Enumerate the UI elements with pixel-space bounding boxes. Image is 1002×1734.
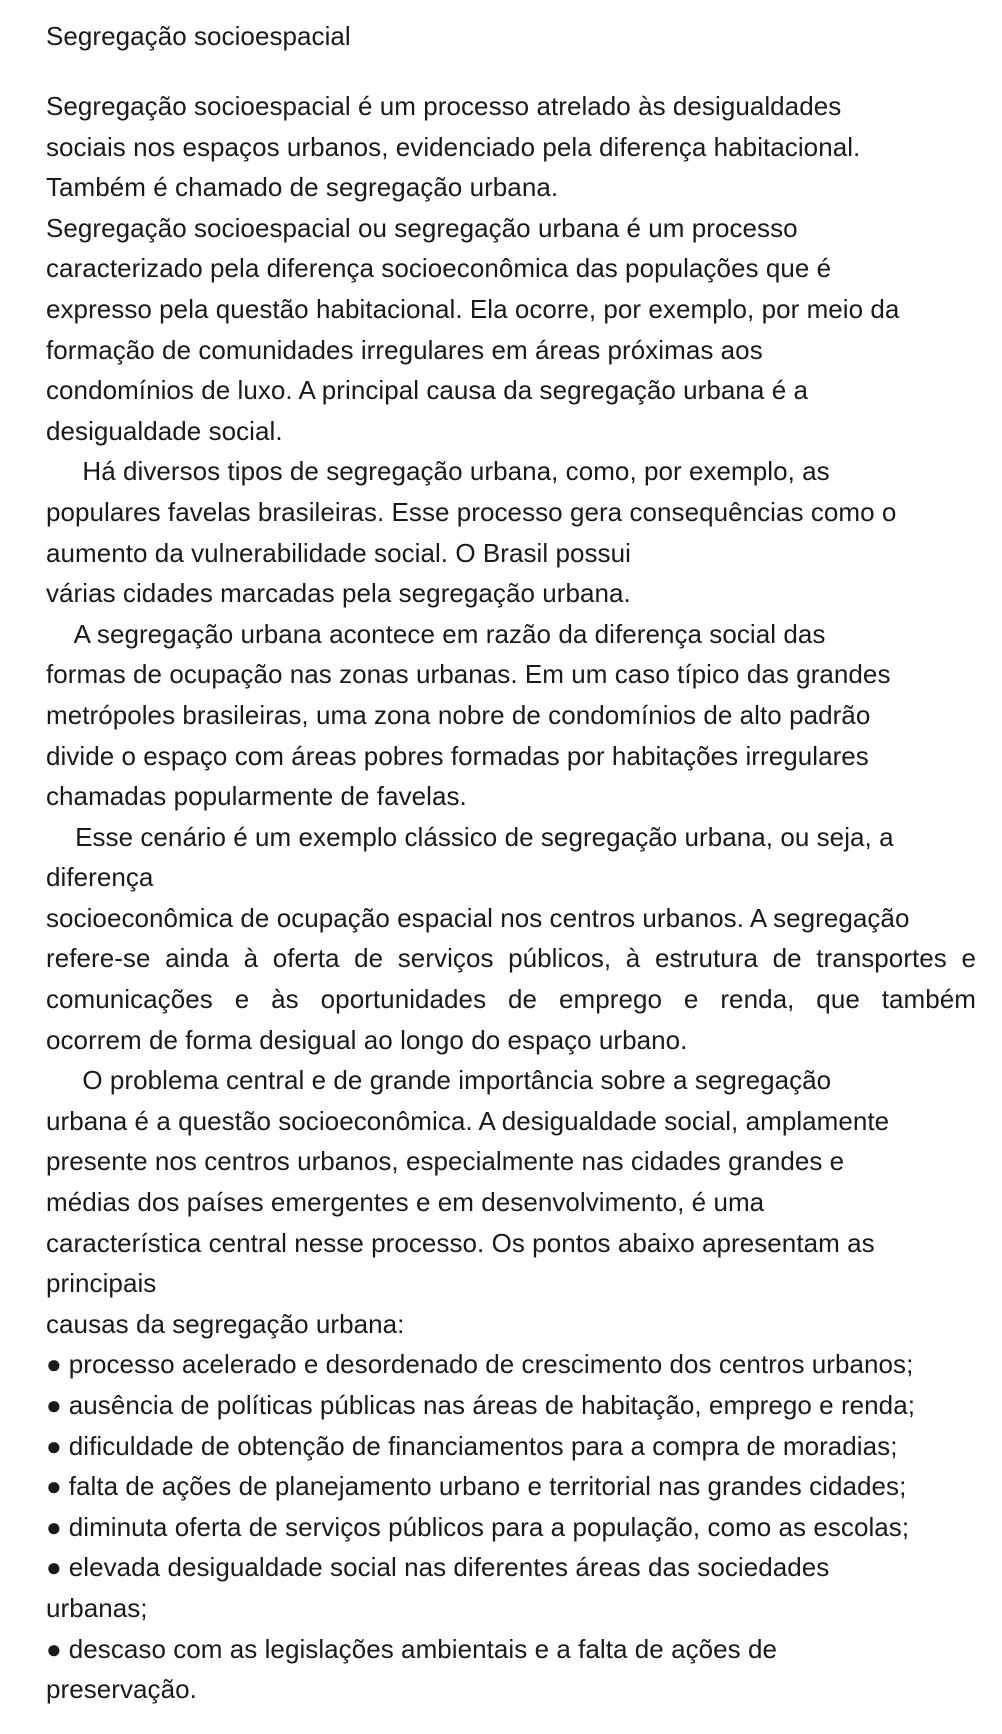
bullet-icon: ● (46, 1552, 62, 1583)
bullet-icon: ● (46, 1633, 62, 1664)
text-line: várias cidades marcadas pela segregação urbana. (46, 578, 631, 609)
document-page (46, 16, 976, 1710)
list-item-text: diminuta oferta de serviços públicos para a população, como as escolas; (68, 1511, 910, 1542)
text-line: divide o espaço com áreas pobres formadas por habitações irregulares (46, 740, 869, 771)
text-line: expresso pela questão habitacional. Ela ocorre, por exemplo, por meio da (46, 293, 900, 324)
causes-list (46, 1344, 976, 1709)
text-line: diferença (46, 862, 154, 893)
list-item (46, 1466, 976, 1507)
text-line: causas da segregação urbana: (46, 1308, 405, 1339)
paragraph-5 (46, 817, 976, 1061)
paragraph-1 (46, 86, 976, 208)
paragraph-4 (46, 614, 976, 817)
list-item (46, 1629, 976, 1710)
paragraph-2 (46, 208, 976, 452)
text-line: aumento da vulnerabilidade social. O Brasil possui (46, 537, 631, 568)
text-line: sociais nos espaços urbanos, evidenciado pela diferença habitacional. (46, 131, 861, 162)
text-line: Esse cenário é um exemplo clássico de segregação urbana, ou seja, a (46, 821, 894, 852)
bullet-icon: ● (46, 1430, 62, 1461)
text-line: Segregação socioespacial é um processo atrelado às desigualdades (46, 91, 842, 121)
list-item-text: processo acelerado e desordenado de crescimento dos centros urbanos; (68, 1349, 914, 1380)
bullet-icon: ● (46, 1390, 62, 1420)
list-item (46, 1507, 976, 1548)
paragraph-6 (46, 1060, 976, 1344)
list-item (46, 1385, 976, 1426)
text-line: médias dos países emergentes e em desenvolvimento, é uma (46, 1187, 765, 1218)
text-line: Há diversos tipos de segregação urbana, como, por exemplo, as (46, 456, 830, 487)
text-line: condomínios de luxo. A principal causa da segregação urbana é a (46, 375, 808, 406)
text-line: Segregação socioespacial ou segregação urbana é um processo (46, 212, 798, 243)
list-item-text-continuation: preservação. (46, 1674, 197, 1705)
text-line: chamadas popularmente de favelas. (46, 781, 467, 812)
list-item-text: elevada desigualdade social nas diferentes áreas das sociedades (68, 1552, 830, 1583)
text-line-justified: comunicações e às oportunidades de emprego e renda, que também (46, 984, 976, 1015)
text-line: formação de comunidades irregulares em áreas próximas aos (46, 334, 763, 365)
text-line: principais (46, 1268, 157, 1299)
text-line: urbana é a questão socioeconômica. A desigualdade social, amplamente (46, 1105, 890, 1136)
list-item-text: descaso com as legislações ambientais e a falta de ações de (68, 1633, 778, 1664)
text-line: Também é chamado de segregação urbana. (46, 172, 559, 203)
list-item (46, 1426, 976, 1467)
list-item (46, 1547, 976, 1628)
text-line: característica central nesse processo. Os pontos abaixo apresentam as (46, 1227, 875, 1258)
text-line: populares favelas brasileiras. Esse processo gera consequências como o (46, 496, 897, 527)
list-item-text: falta de ações de planejamento urbano e territorial nas grandes cidades; (68, 1471, 907, 1502)
list-item (46, 1344, 976, 1385)
text-line: metrópoles brasileiras, uma zona nobre de condomínios de alto padrão (46, 699, 871, 730)
text-line-justified: refere-se ainda à oferta de serviços públicos, à estrutura de transportes e (46, 943, 976, 974)
bullet-icon: ● (46, 1511, 62, 1542)
paragraph-3 (46, 451, 976, 613)
text-line: O problema central e de grande importância sobre a segregação (46, 1065, 832, 1096)
text-line: presente nos centros urbanos, especialmente nas cidades grandes e (46, 1146, 845, 1177)
text-line: caracterizado pela diferença socioeconômica das populações que é (46, 253, 832, 284)
list-item-text-continuation: urbanas; (46, 1592, 148, 1623)
list-item-text: dificuldade de obtenção de financiamentos para a compra de moradias; (68, 1430, 898, 1461)
document-title: Segregação socioespacial (46, 21, 351, 51)
list-item-text: ausência de políticas públicas nas áreas de habitação, emprego e renda; (68, 1390, 915, 1420)
text-line: desigualdade social. (46, 415, 283, 446)
text-line: formas de ocupação nas zonas urbanas. Em um caso típico das grandes (46, 659, 891, 690)
text-line: socioeconômica de ocupação espacial nos centros urbanos. A segregação (46, 902, 910, 933)
bullet-icon: ● (46, 1471, 62, 1502)
text-line: ocorrem de forma desigual ao longo do espaço urbano. (46, 1024, 688, 1055)
bullet-icon: ● (46, 1349, 62, 1380)
text-line: A segregação urbana acontece em razão da diferença social das (46, 618, 826, 649)
